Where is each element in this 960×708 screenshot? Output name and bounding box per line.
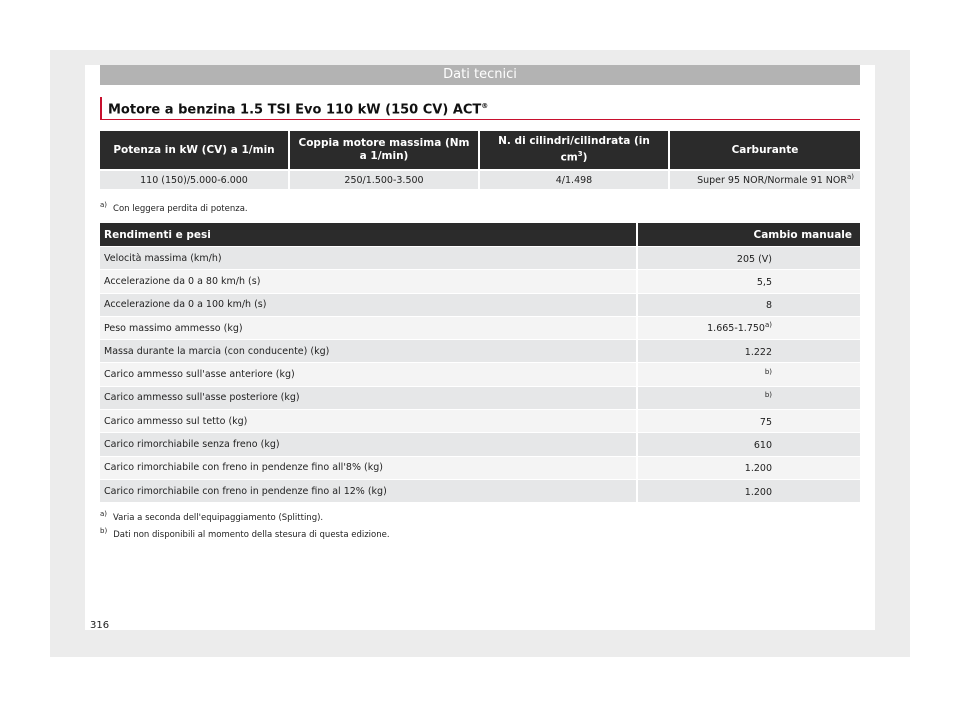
table-row xyxy=(100,246,860,269)
header-cylinders-tail: ) xyxy=(582,151,588,164)
row-label: Carico ammesso sull'asse posteriore (kg) xyxy=(100,386,638,409)
row-value-sup: b) xyxy=(764,368,772,377)
row-value-sup: a) xyxy=(764,321,772,330)
row-label: Carico rimorchiabile con freno in pendenze fino al 12% (kg) xyxy=(100,479,638,502)
row-value-text: 610 xyxy=(753,440,772,452)
table-row xyxy=(100,316,860,339)
footnote-mark: a) xyxy=(100,510,108,518)
table-row xyxy=(100,386,860,409)
table-row xyxy=(100,479,860,502)
table-row xyxy=(100,456,860,479)
footnote-mark: a) xyxy=(100,201,108,209)
header-fuel: Carburante xyxy=(670,131,860,169)
footnote-text: Con leggera perdita di potenza. xyxy=(113,203,248,214)
performance-table-body xyxy=(100,246,860,502)
footnote-mark: b) xyxy=(100,527,108,535)
header-cylinders xyxy=(480,131,670,169)
cell-cylinders: 4/1.498 xyxy=(480,169,670,189)
row-value-text: 8 xyxy=(765,300,772,312)
table-row xyxy=(100,362,860,385)
row-value xyxy=(638,386,860,409)
row-value xyxy=(638,362,860,385)
row-label: Carico rimorchiabile senza freno (kg) xyxy=(100,432,638,455)
row-value xyxy=(638,432,860,455)
row-label: Accelerazione da 0 a 100 km/h (s) xyxy=(100,293,638,316)
row-value xyxy=(638,293,860,316)
table-row xyxy=(100,169,860,189)
perf-footnote-b xyxy=(100,527,390,540)
performance-table-header xyxy=(100,223,860,246)
cell-fuel xyxy=(670,169,860,189)
row-label: Carico ammesso sul tetto (kg) xyxy=(100,409,638,432)
footnote-text: Dati non disponibili al momento della stesura di questa edizione. xyxy=(113,529,390,540)
table-row xyxy=(100,432,860,455)
row-value-text: 75 xyxy=(759,416,772,428)
engine-table-header xyxy=(100,131,860,169)
engine-table xyxy=(100,131,860,189)
footnote-text: Varia a seconda dell'equipaggiamento (Splitting). xyxy=(113,512,324,523)
row-label: Carico rimorchiabile con freno in pendenze fino all'8% (kg) xyxy=(100,456,638,479)
row-value-text: 1.200 xyxy=(744,463,772,475)
row-value-text: 1.222 xyxy=(744,346,772,358)
perf-footnote-a xyxy=(100,510,323,523)
row-value-text: 205 (V) xyxy=(736,253,772,265)
row-value xyxy=(638,269,860,292)
engine-footnote xyxy=(100,201,248,214)
table-row xyxy=(100,269,860,292)
row-label: Carico ammesso sull'asse anteriore (kg) xyxy=(100,362,638,385)
title-mark: ® xyxy=(481,102,489,110)
page-title xyxy=(100,97,860,119)
row-label: Velocità massima (km/h) xyxy=(100,246,638,269)
row-value-text: 5,5 xyxy=(756,277,772,289)
header-power: Potenza in kW (CV) a 1/min xyxy=(100,131,290,169)
table-row xyxy=(100,409,860,432)
cell-fuel-sup: a) xyxy=(846,173,854,182)
header-transmission: Cambio manuale xyxy=(638,223,860,246)
row-value xyxy=(638,456,860,479)
row-label: Peso massimo ammesso (kg) xyxy=(100,316,638,339)
row-value xyxy=(638,409,860,432)
row-value xyxy=(638,479,860,502)
page-number: 316 xyxy=(90,620,110,631)
header-performance: Rendimenti e pesi xyxy=(100,223,638,246)
title-text: Motore a benzina 1.5 TSI Evo 110 kW (150 CV) ACT xyxy=(108,102,482,118)
row-value-text: 1.200 xyxy=(744,486,772,498)
row-label: Accelerazione da 0 a 80 km/h (s) xyxy=(100,269,638,292)
row-value-sup: b) xyxy=(764,391,772,400)
performance-table xyxy=(100,223,860,502)
row-value xyxy=(638,246,860,269)
cell-power: 110 (150)/5.000-6.000 xyxy=(100,169,290,189)
cell-torque: 250/1.500-3.500 xyxy=(290,169,480,189)
table-row xyxy=(100,293,860,316)
row-label: Massa durante la marcia (con conducente) (kg) xyxy=(100,339,638,362)
header-cylinders-sup: 3 xyxy=(577,150,583,159)
section-banner: Dati tecnici xyxy=(100,65,860,85)
cell-fuel-text: Super 95 NOR/Normale 91 NOR xyxy=(697,175,847,187)
row-value xyxy=(638,316,860,339)
table-row xyxy=(100,339,860,362)
title-rule xyxy=(100,119,860,120)
header-cylinders-text: N. di cilindri/cilindrata (in cm xyxy=(498,135,650,164)
row-value xyxy=(638,339,860,362)
row-value-text: 1.665-1.750 xyxy=(707,323,765,335)
header-torque: Coppia motore massima (Nm a 1/min) xyxy=(290,131,480,169)
